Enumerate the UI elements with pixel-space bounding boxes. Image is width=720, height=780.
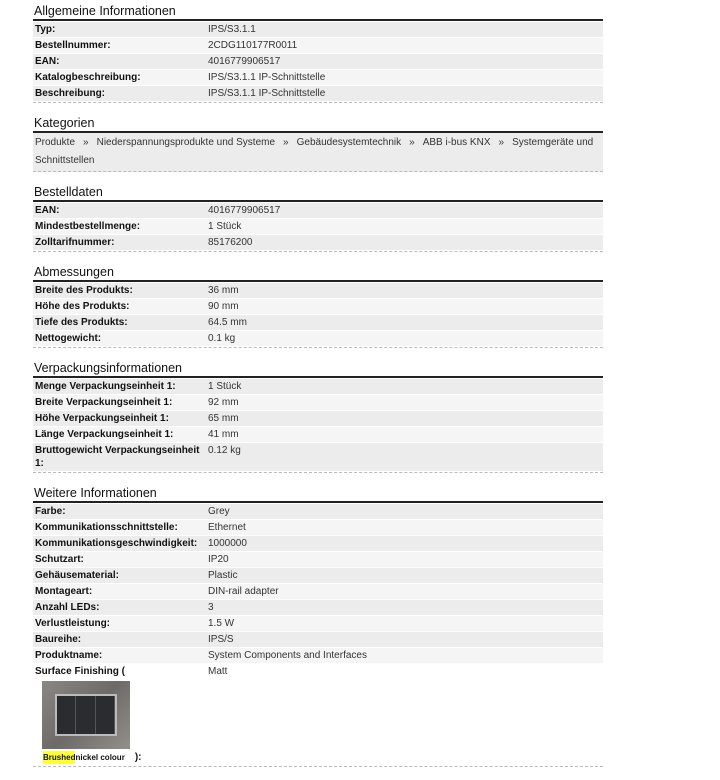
table-row [33,615,603,631]
row-value: 1000000 [208,538,247,549]
switch-key [96,696,115,734]
switch-key [57,696,76,734]
table-row [33,410,603,426]
table-row [33,378,603,394]
table-row [33,551,603,567]
row-value: 1.5 W [208,618,235,629]
row-value: IPS/S [208,634,234,645]
breadcrumb-link[interactable]: ABB i-bus KNX [422,137,491,148]
row-label: Bruttogewicht Verpackungseinheit 1: [35,445,200,469]
table-row [33,69,603,85]
row-value: IPS/S3.1.1 IP-Schnittstelle [208,72,326,83]
row-label: EAN: [35,56,60,67]
section [33,4,603,103]
row-value: DIN-rail adapter [208,586,279,597]
data-table [33,202,603,252]
table-row [33,567,603,583]
row-value: System Components and Interfaces [208,650,367,661]
section [33,185,603,252]
row-label: Kommunikationsgeschwindigkeit: [35,538,198,549]
breadcrumb-separator: » [498,137,505,148]
row-value: 65 mm [208,413,239,424]
table-row [33,314,603,330]
row-label: Höhe Verpackungseinheit 1: [35,413,169,424]
section-title: Abmessungen [33,265,603,282]
row-value: 41 mm [208,429,239,440]
row-value: IPS/S3.1.1 IP-Schnittstelle [208,88,326,99]
section [33,265,603,348]
section-title: Bestelldaten [33,185,603,202]
table-row [33,298,603,314]
product-datasheet [33,4,603,780]
table-row [33,442,603,471]
row-label: Mindestbestellmenge: [35,221,141,232]
surface-label-end: ): [134,752,142,763]
row-value: 90 mm [208,301,239,312]
row-label: Schutzart: [35,554,84,565]
row-value: 85176200 [208,237,253,248]
row-label: Anzahl LEDs: [35,602,100,613]
breadcrumb-link[interactable]: Systemgeräte und Schnittstellen [35,137,594,166]
caption-text: nickel colour [75,753,125,762]
data-table [33,503,603,767]
table-row [33,599,603,615]
row-label: Typ: [35,24,56,35]
row-label: Montageart: [35,586,93,597]
row-label: Farbe: [35,506,66,517]
section-title: Kategorien [33,116,603,133]
row-value: 2CDG110177R0011 [208,40,298,51]
table-row [33,519,603,535]
row-value: 64.5 mm [208,317,247,328]
row-label: Katalogbeschreibung: [35,72,141,83]
category-breadcrumb [33,133,603,172]
row-label: Kommunikationsschnittstelle: [35,522,178,533]
row-value: 36 mm [208,285,239,296]
row-value: 0.12 kg [208,445,241,456]
row-label: Zolltarifnummer: [35,237,115,248]
table-row [33,21,603,37]
table-row [33,218,603,234]
row-value: 92 mm [208,397,239,408]
row-label: Gehäusematerial: [35,570,119,581]
row-value: Ethernet [208,522,246,533]
section [33,361,603,473]
row-value: 1 Stück [208,381,242,392]
row-label: Tiefe des Produkts: [35,317,128,328]
breadcrumb-link[interactable]: Gebäudesystemtechnik [296,137,402,148]
breadcrumb-separator: » [283,137,289,148]
row-label: Breite Verpackungseinheit 1: [35,397,173,408]
row-label: Verlustleistung: [35,618,111,629]
table-row [33,647,603,663]
section [33,116,603,172]
surface-finish-image [42,681,130,749]
table-row [33,631,603,647]
table-row [33,37,603,53]
row-label: EAN: [35,205,60,216]
section-title: Weitere Informationen [33,486,603,503]
row-value: Grey [208,506,230,517]
switch-frame [55,694,117,736]
data-table [33,282,603,348]
table-row-surface [33,663,603,765]
row-label: Breite des Produkts: [35,285,133,296]
table-row [33,394,603,410]
surface-label-start: Surface Finishing ( [35,666,126,677]
row-value: 1 Stück [208,221,242,232]
row-value: IP20 [208,554,229,565]
row-value: 3 [208,602,214,613]
row-value: 0.1 kg [208,333,236,344]
data-table [33,378,603,473]
table-row [33,426,603,442]
table-row [33,503,603,519]
breadcrumb-link[interactable]: Niederspannungsprodukte und Systeme [96,137,276,148]
table-row [33,85,603,101]
row-label: Bestellnummer: [35,40,111,51]
caption-highlight: Brushed [43,753,76,762]
row-label: Produktname: [35,650,103,661]
section-title: Verpackungsinformationen [33,361,603,378]
row-label: Beschreibung: [35,88,106,99]
row-label: Menge Verpackungseinheit 1: [35,381,176,392]
row-value: Matt [208,666,228,677]
row-value: 4016779906517 [208,205,281,216]
section-title: Allgemeine Informationen [33,4,603,21]
table-row [33,202,603,218]
row-value: IPS/S3.1.1 [208,24,256,35]
breadcrumb-link[interactable]: Produkte [35,137,76,148]
table-row [33,535,603,551]
row-label: Länge Verpackungseinheit 1: [35,429,174,440]
row-label: Baureihe: [35,634,82,645]
table-row [33,330,603,346]
row-label: Höhe des Produkts: [35,301,130,312]
data-table [33,21,603,103]
switch-key [76,696,95,734]
surface-caption [43,751,208,764]
breadcrumb-separator: » [409,137,415,148]
row-value: Plastic [208,570,238,581]
row-label [35,665,208,764]
breadcrumb-separator: » [83,137,89,148]
table-row [33,282,603,298]
table-row [33,53,603,69]
table-row [33,234,603,250]
row-value: 4016779906517 [208,56,281,67]
row-label: Nettogewicht: [35,333,102,344]
table-row [33,583,603,599]
